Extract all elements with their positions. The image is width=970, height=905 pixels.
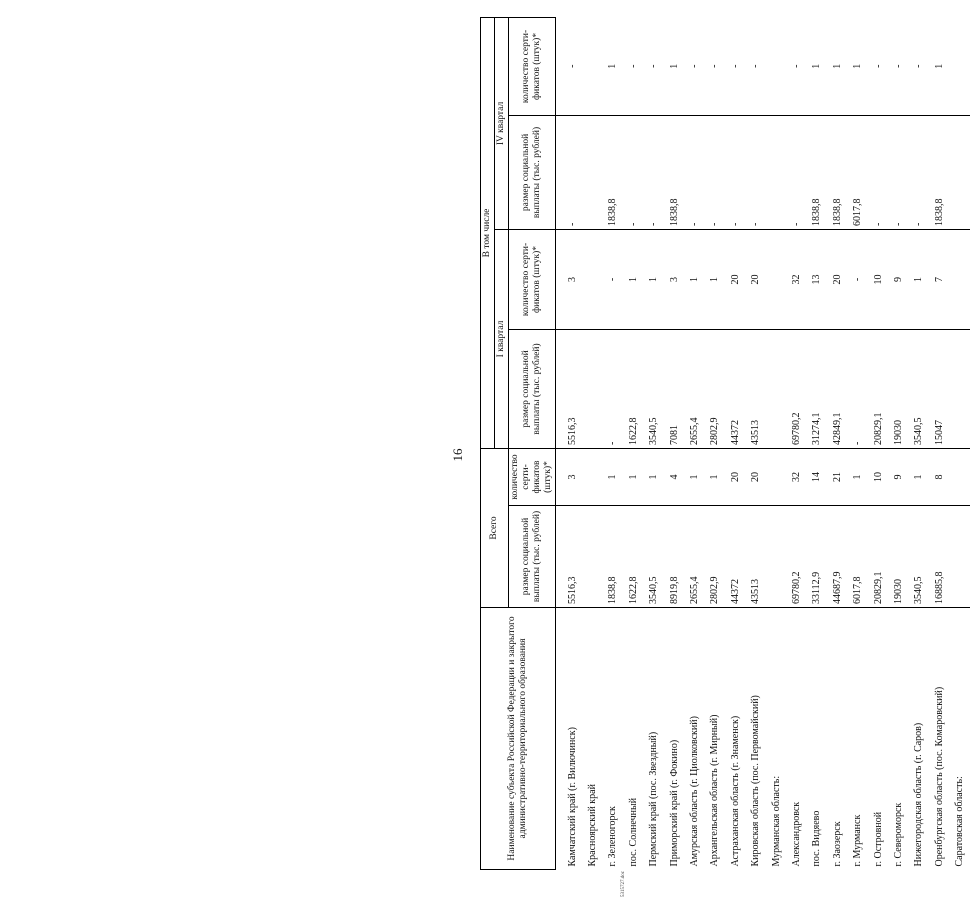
cell-q4-size: - <box>725 115 745 229</box>
cell-total-count: 1 <box>603 448 623 505</box>
table-row <box>705 17 725 869</box>
header-incl: В том числе <box>481 17 495 448</box>
header-q1-count: количество серти-фикатов (штук)* <box>509 229 556 329</box>
cell-q1-count: 13 <box>807 229 827 329</box>
subsidy-table <box>480 17 970 870</box>
cell-q4-size: - <box>556 115 583 229</box>
cell-total-count <box>766 448 786 505</box>
table-row <box>909 17 929 869</box>
table-row <box>868 17 888 869</box>
cell-q4-size: - <box>746 115 766 229</box>
cell-total-size: 16885,8 <box>929 506 949 608</box>
cell-q1-count: 1 <box>623 229 643 329</box>
cell-total-count: 14 <box>807 448 827 505</box>
table-row <box>807 17 827 869</box>
cell-q1-size: 7081 <box>664 329 684 448</box>
cell-q1-count: 7 <box>929 229 949 329</box>
cell-q1-count <box>766 229 786 329</box>
cell-q4-count: - <box>786 17 806 115</box>
header-total: Всего <box>481 448 509 607</box>
cell-total-size: 33112,9 <box>807 506 827 608</box>
cell-q1-count <box>582 229 602 329</box>
cell-q1-size: 3540,5 <box>909 329 929 448</box>
cell-total-count: 1 <box>847 448 867 505</box>
table-row <box>664 17 684 869</box>
cell-q1-size <box>949 329 969 448</box>
cell-name: г. Островной <box>872 811 884 867</box>
cell-total-count: 21 <box>827 448 847 505</box>
cell-q1-count: 10 <box>868 229 888 329</box>
cell-total-size: 19030 <box>888 506 908 608</box>
cell-q1-size: 43513 <box>746 329 766 448</box>
cell-q4-count: 1 <box>664 17 684 115</box>
cell-q1-size: 44372 <box>725 329 745 448</box>
cell-q4-size: - <box>644 115 664 229</box>
cell-total-size: 6017,8 <box>847 506 867 608</box>
header-q4: IV квартал <box>495 17 509 229</box>
cell-total-count: 3 <box>556 448 583 505</box>
cell-total-count: 20 <box>746 448 766 505</box>
table-row <box>827 17 847 869</box>
header-total-count: количество серти-фикатов (штук)* <box>509 448 556 505</box>
cell-q4-count: 1 <box>807 17 827 115</box>
table-body <box>556 17 970 869</box>
cell-q4-count: - <box>909 17 929 115</box>
cell-total-size: 20829,1 <box>868 506 888 608</box>
cell-total-count: 1 <box>623 448 643 505</box>
cell-q4-size: - <box>786 115 806 229</box>
cell-total-count: 1 <box>684 448 704 505</box>
cell-q4-size: - <box>684 115 704 229</box>
cell-q1-size: 31274,1 <box>807 329 827 448</box>
cell-total-count: 4 <box>664 448 684 505</box>
cell-total-count: 32 <box>786 448 806 505</box>
cell-name: пос. Солнечный <box>627 797 639 867</box>
cell-q4-size: 1838,8 <box>603 115 623 229</box>
cell-q4-size: - <box>868 115 888 229</box>
cell-name: Саратовская область: <box>954 776 966 867</box>
cell-total-size: 43513 <box>746 506 766 608</box>
cell-q4-size: 1838,8 <box>664 115 684 229</box>
table-row <box>786 17 806 869</box>
cell-q1-size: 20829,1 <box>868 329 888 448</box>
table-row <box>684 17 704 869</box>
cell-name: Пермский край (пос. Звездный) <box>648 731 660 867</box>
cell-total-count: 20 <box>725 448 745 505</box>
table-row <box>725 17 745 869</box>
cell-q1-count: - <box>847 229 867 329</box>
cell-name: Нижегородская область (г. Саров) <box>913 722 925 867</box>
header-q4-size: размер социальной выплаты (тыс. рублей) <box>509 115 556 229</box>
table-row <box>623 17 643 869</box>
cell-q1-count: 9 <box>888 229 908 329</box>
cell-q1-size: 5516,3 <box>556 329 583 448</box>
cell-q4-count: - <box>684 17 704 115</box>
cell-total-size: 44687,9 <box>827 506 847 608</box>
cell-q4-count <box>949 17 969 115</box>
cell-name: Астраханская область (г. Знаменск) <box>729 715 741 867</box>
cell-total-size: 5516,3 <box>556 506 583 608</box>
cell-q4-count: - <box>888 17 908 115</box>
header-total-size: размер социальной выплаты (тыс. рублей) <box>509 506 556 608</box>
cell-name: Оренбургская область (пос. Комаровский) <box>933 686 945 867</box>
cell-q1-count: - <box>603 229 623 329</box>
table-row <box>746 17 766 869</box>
table-row <box>766 17 786 869</box>
cell-q1-size: - <box>603 329 623 448</box>
table-row <box>644 17 664 869</box>
cell-name: Красноярский край <box>587 784 599 867</box>
cell-total-count: 1 <box>644 448 664 505</box>
cell-total-count <box>582 448 602 505</box>
cell-q1-size: 19030 <box>888 329 908 448</box>
cell-name: г. Североморск <box>892 802 904 867</box>
cell-q1-size: 42849,1 <box>827 329 847 448</box>
cell-q4-size: - <box>888 115 908 229</box>
table-row <box>929 17 949 869</box>
cell-q4-count: - <box>556 17 583 115</box>
cell-q1-count: 1 <box>684 229 704 329</box>
page-number: 16 <box>450 448 465 462</box>
header-q4-count: количество серти-фикатов (штук)* <box>509 17 556 115</box>
cell-total-size: 2655,4 <box>684 506 704 608</box>
table-row <box>888 17 908 869</box>
table-row <box>582 17 602 869</box>
cell-q4-count: - <box>623 17 643 115</box>
cell-q4-count: 1 <box>603 17 623 115</box>
cell-total-count: 1 <box>909 448 929 505</box>
table-row <box>603 17 623 869</box>
cell-total-size: 1838,8 <box>603 506 623 608</box>
cell-q1-count <box>949 229 969 329</box>
cell-total-size: 8919,8 <box>664 506 684 608</box>
cell-q1-size: - <box>847 329 867 448</box>
table-row <box>949 17 969 869</box>
cell-total-size: 69780,2 <box>786 506 806 608</box>
cell-q4-size: 1838,8 <box>929 115 949 229</box>
header-name: Наименование субъекта Российской Федерации и закрытого административно-территориального образования <box>481 608 556 870</box>
cell-total-size: 3540,5 <box>644 506 664 608</box>
cell-total-count: 10 <box>868 448 888 505</box>
cell-q4-size: 1838,8 <box>827 115 847 229</box>
cell-q4-size: - <box>909 115 929 229</box>
cell-q4-count: 1 <box>929 17 949 115</box>
cell-name: Мурманская область: <box>770 775 782 867</box>
cell-q4-size: - <box>705 115 725 229</box>
cell-total-size: 2802,9 <box>705 506 725 608</box>
cell-q1-size <box>766 329 786 448</box>
cell-q4-size <box>949 115 969 229</box>
cell-name: Архангельская область (г. Мирный) <box>709 714 721 867</box>
table-row <box>847 17 867 869</box>
cell-q4-count <box>582 17 602 115</box>
cell-q1-count: 1 <box>705 229 725 329</box>
cell-total-size: 1622,8 <box>623 506 643 608</box>
cell-q1-count: 3 <box>664 229 684 329</box>
cell-q1-size: 1622,8 <box>623 329 643 448</box>
cell-name: г. Заозерск <box>831 821 843 867</box>
cell-name: пос. Видяево <box>811 810 823 867</box>
cell-name: Александровск <box>790 801 802 867</box>
cell-total-count <box>949 448 969 505</box>
cell-total-count: 9 <box>888 448 908 505</box>
cell-q4-size <box>582 115 602 229</box>
cell-name: г. Мурманск <box>852 814 864 867</box>
cell-name: Кировская область (пос. Первомайский) <box>750 695 762 867</box>
cell-q1-size <box>582 329 602 448</box>
cell-q1-size: 3540,5 <box>644 329 664 448</box>
cell-q1-count: 1 <box>644 229 664 329</box>
cell-q4-count: - <box>644 17 664 115</box>
cell-name: Амурская область (г. Циолковский) <box>689 716 701 867</box>
cell-q4-count: - <box>705 17 725 115</box>
header-q1-size: размер социальной выплаты (тыс. рублей) <box>509 329 556 448</box>
cell-total-size <box>582 506 602 608</box>
cell-q4-count: - <box>725 17 745 115</box>
cell-total-size <box>766 506 786 608</box>
cell-name: г. Зеленогорск <box>607 806 619 867</box>
cell-name: Камчатский край (г. Вилючинск) <box>566 727 578 867</box>
cell-total-size <box>949 506 969 608</box>
cell-total-count: 8 <box>929 448 949 505</box>
cell-q4-count <box>766 17 786 115</box>
cell-q1-count: 3 <box>556 229 583 329</box>
cell-name: Приморский край (г. Фокино) <box>668 739 680 867</box>
cell-q4-count: 1 <box>847 17 867 115</box>
cell-q1-size: 69780,2 <box>786 329 806 448</box>
cell-q1-size: 2655,4 <box>684 329 704 448</box>
cell-q4-size: 1838,8 <box>807 115 827 229</box>
cell-q1-count: 20 <box>746 229 766 329</box>
cell-q4-count: - <box>746 17 766 115</box>
footer-code: 5315727.doc <box>621 871 626 897</box>
cell-total-size: 44372 <box>725 506 745 608</box>
cell-q4-count: 1 <box>827 17 847 115</box>
cell-q1-size: 15047 <box>929 329 949 448</box>
cell-q4-count: - <box>868 17 888 115</box>
cell-total-size: 3540,5 <box>909 506 929 608</box>
header-q1: I квартал <box>495 229 509 448</box>
cell-q4-size <box>766 115 786 229</box>
cell-q1-size: 2802,9 <box>705 329 725 448</box>
table-row <box>556 17 583 869</box>
cell-q1-count: 20 <box>725 229 745 329</box>
cell-q1-count: 32 <box>786 229 806 329</box>
cell-q1-count: 20 <box>827 229 847 329</box>
cell-q1-count: 1 <box>909 229 929 329</box>
cell-q4-size: 6017,8 <box>847 115 867 229</box>
cell-q4-size: - <box>623 115 643 229</box>
cell-total-count: 1 <box>705 448 725 505</box>
